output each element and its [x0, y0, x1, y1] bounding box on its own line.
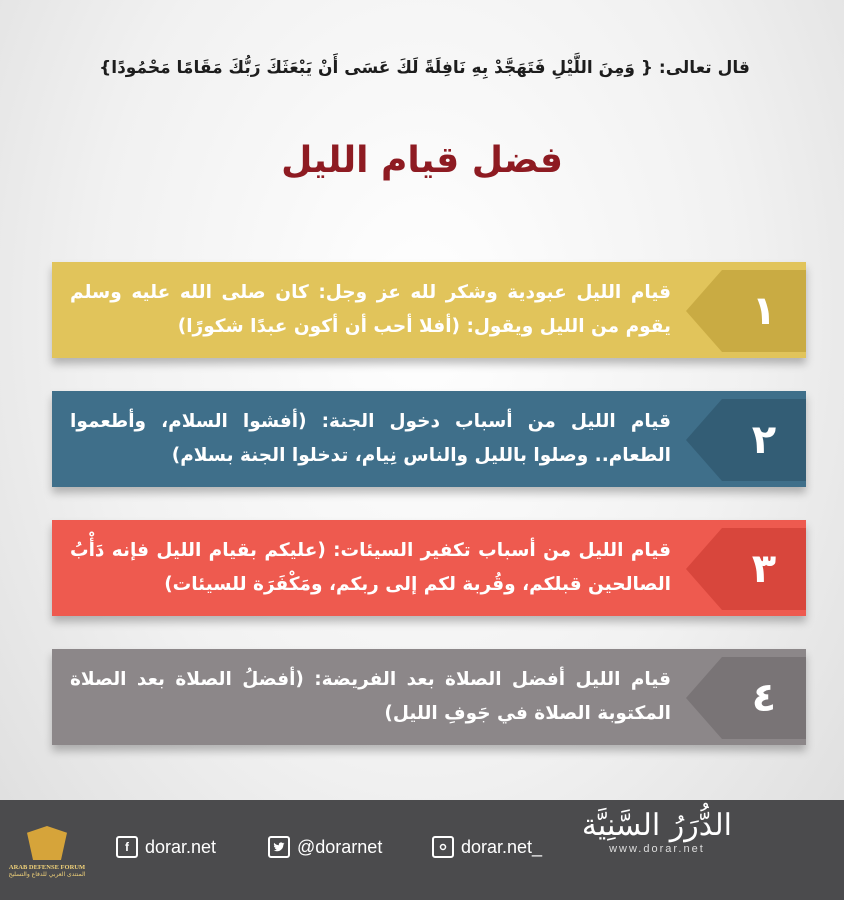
facebook-icon: f: [116, 836, 138, 858]
forum-badge: [4, 826, 90, 898]
twitter-link[interactable]: [268, 836, 382, 858]
card-text: قيام الليل عبودية وشكر لله عز وجل: كان صلى الله عليه وسلم يقوم من الليل ويقول: (أفلا أحب أن أكون عبدًا شكورًا): [70, 282, 671, 337]
logo-url: www.dorar.net: [609, 843, 705, 855]
card-1: [52, 262, 806, 358]
page-title: فضل قيام الليل: [281, 140, 563, 181]
card-number: ٣: [751, 546, 777, 592]
card-text: قيام الليل أفضل الصلاة بعد الفريضة: (أفضلُ الصلاة بعد الصلاة المكتوبة الصلاة في جَوفِ الليل): [70, 669, 671, 724]
footer-bar: [0, 800, 844, 900]
instagram-link[interactable]: [432, 836, 542, 858]
card-number: ٤: [751, 675, 777, 721]
dorar-logo[interactable]: [582, 808, 732, 855]
quran-verse: قال تعالى: { وَمِنَ اللَّيْلِ فَتَهَجَّدْ بِهِ نَافِلَةً لَكَ عَسَى أَنْ يَبْعَثَكَ رَبُّكَ مَقَامًا مَحْمُودًا}: [99, 58, 750, 78]
card-2: [52, 391, 806, 487]
badge-title: ARAB DEFENSE FORUM: [8, 864, 86, 871]
card-text: قيام الليل من أسباب دخول الجنة: (أفشوا السلام، وأطعموا الطعام.. وصلوا بالليل والناس نِيام، تدخلوا الجنة بسلام): [70, 411, 671, 466]
card-4: [52, 649, 806, 745]
logo-arabic: الدُّرَرُ السَّنِيَّة: [581, 808, 732, 843]
twitter-icon: [268, 836, 290, 858]
facebook-link[interactable]: [116, 836, 216, 858]
instagram-handle: dorar.net_: [461, 836, 543, 857]
card-3: [52, 520, 806, 616]
twitter-handle: @dorarnet: [297, 836, 383, 857]
card-text: قيام الليل من أسباب تكفير السيئات: (عليكم بقيام الليل فإنه دَأْبُ الصالحين قبلكم، وقُربة لكم إلى ربكم، ومَكْفَرَة للسيئات): [70, 540, 671, 595]
card-number: ١: [751, 288, 777, 334]
facebook-handle: dorar.net: [145, 836, 217, 857]
shield-icon: [27, 826, 67, 860]
card-number: ٢: [751, 417, 777, 463]
badge-subtitle: المنتدى العربي للدفاع والتسليح: [8, 871, 86, 878]
instagram-icon: [432, 836, 454, 858]
